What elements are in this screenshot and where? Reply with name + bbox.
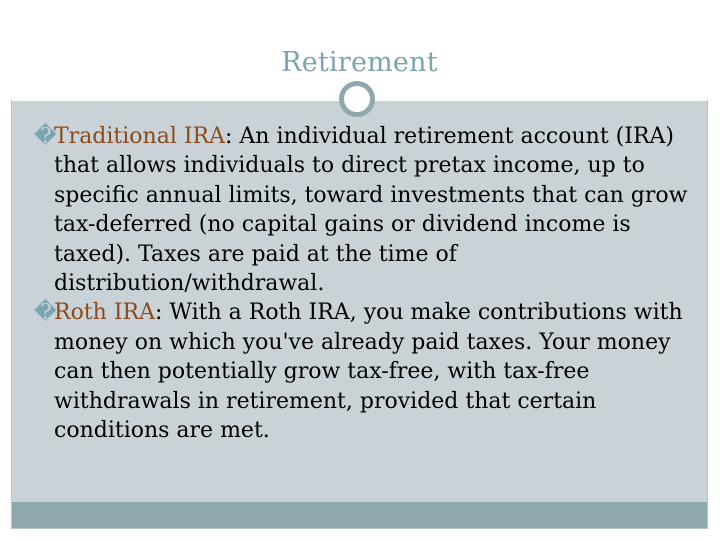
bullet-text: : With a Roth IRA, you make contributions with money on which you've already paid taxes. Your money can then potentially grow tax-free, with tax-free withdrawals in retirement, provided that certain conditions are met. [54,300,683,444]
bullet-term: Traditional IRA [54,124,226,149]
bullet-marker-icon: � [34,124,57,149]
bullet-term: Roth IRA [54,300,155,326]
divider-circle-ornament [339,81,375,117]
bullet-text: : An individual retirement account (IRA) that allows individuals to direct pretax income, up to specific annual limits, toward investments that can grow tax-deferred (no capital gains or dividend income is taxed). Taxes are paid at the time of distribution/withdrawal. [54,124,688,297]
slide-title: Retirement [281,47,438,78]
bottom-accent-bar [12,502,707,528]
bullet-item-traditional-ira [34,122,704,298]
bullet-list [34,122,704,445]
bullet-marker-icon: � [34,300,57,326]
bullet-item-roth-ira [34,298,704,445]
